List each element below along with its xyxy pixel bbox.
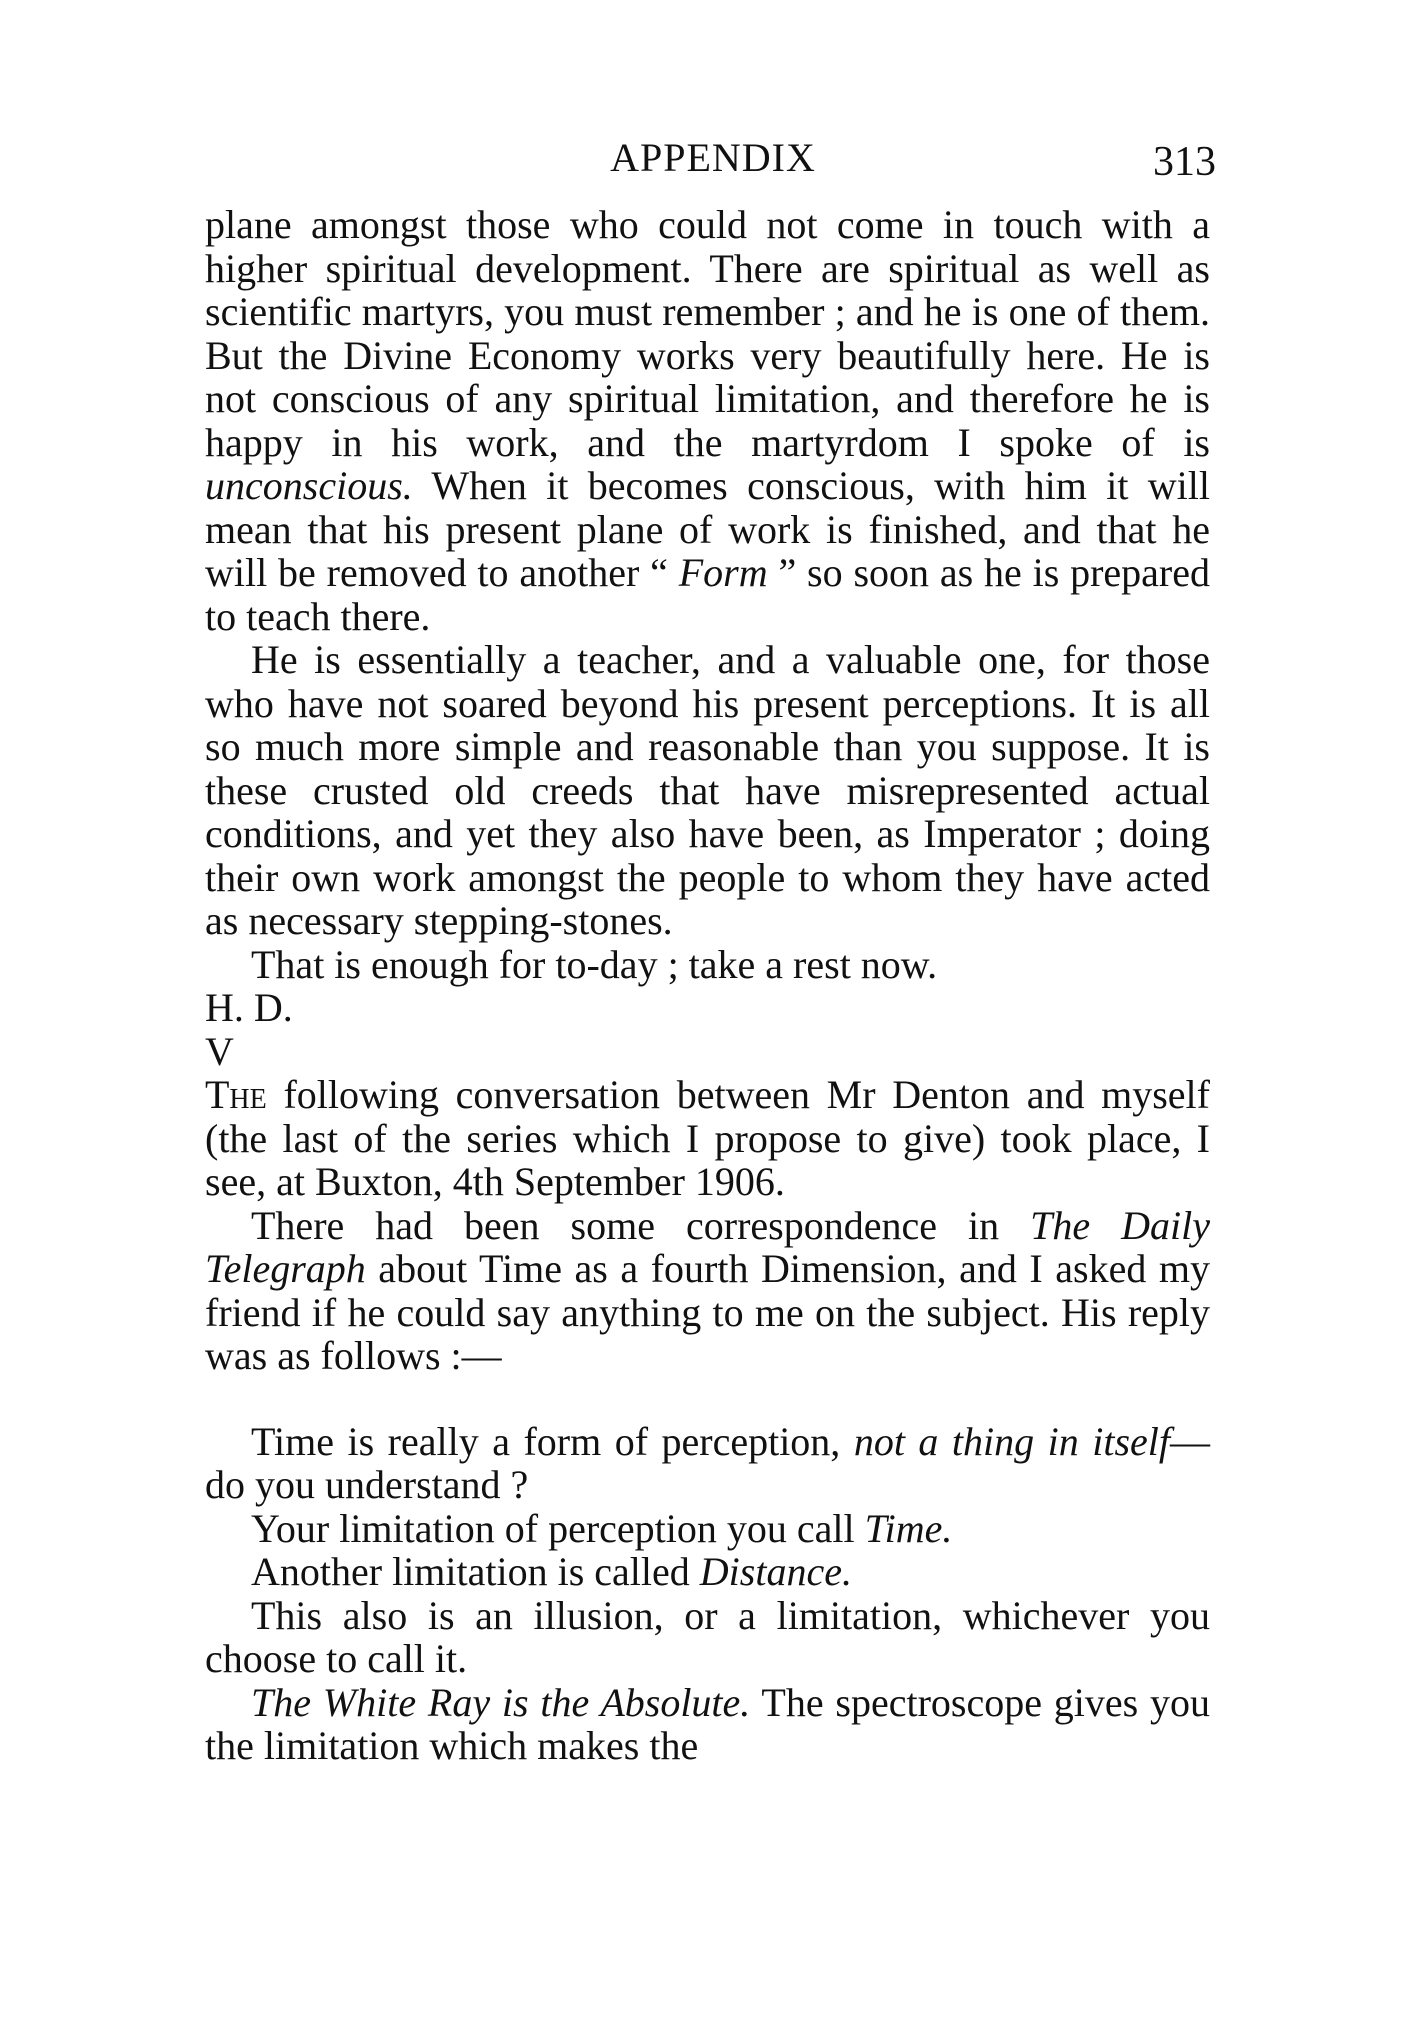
- paragraph-1: plane amongst those who could not come in touch with a higher spiritual development. There are spiritual as well as scientific martyrs, you must remember ; and he is one of them. But the Divine Economy works very beautifully here. He is not conscious of any spiritual limitation, and therefore he is happy in his work, and the martyrdom I spoke of is unconscious. When it becomes conscious, with him it will mean that his present plane of work is finished, and that he will be removed to another “ Form ” so soon as he is prepared to teach there.: [205, 202, 1210, 639]
- paragraph-10: The White Ray is the Absolute. The spectroscope gives you the limitation which makes the: [205, 1679, 1211, 1768]
- section-numeral: V: [205, 1028, 234, 1074]
- spacer: [205, 1378, 1210, 1420]
- page-number: 313: [1153, 139, 1216, 185]
- paragraph-9: This also is an illusion, or a limitation, whichever you choose to call it.: [205, 1592, 1210, 1681]
- paragraph-2: He is essentially a teacher, and a valuable one, for those who have not soared beyond his present perceptions. It is all so much more simple and reasonable than you suppose. It is these crusted old creeds that have misrepresented actual conditions, and yet they also have been, as Imperator ; doing their own work amongst the people to whom they have acted as necessary stepping-stones.: [205, 637, 1210, 943]
- paragraph-8: Another limitation is called Distance.: [251, 1549, 852, 1594]
- paragraph-5: There had been some correspondence in The Daily Telegraph about Time as a fourth Dimension, and I asked my friend if he could say anything to me on the subject. His reply was as follows :—: [205, 1202, 1211, 1378]
- body-text: [205, 203, 1210, 1768]
- paragraph-6: Time is really a form of perception, not a thing in itself—do you understand ?: [205, 1418, 1210, 1507]
- signature: H. D.: [205, 985, 293, 1030]
- running-head: APPENDIX: [610, 135, 816, 180]
- page-header: [0, 128, 1426, 188]
- paragraph-3: That is enough for to-day ; take a rest now.: [251, 941, 938, 987]
- paragraph-7: Your limitation of perception you call Time.: [251, 1505, 953, 1551]
- paragraph-4: The following conversation between Mr Denton and myself (the last of the series which I propose to give) took place, I see, at Buxton, 4th September 1906.: [205, 1072, 1210, 1204]
